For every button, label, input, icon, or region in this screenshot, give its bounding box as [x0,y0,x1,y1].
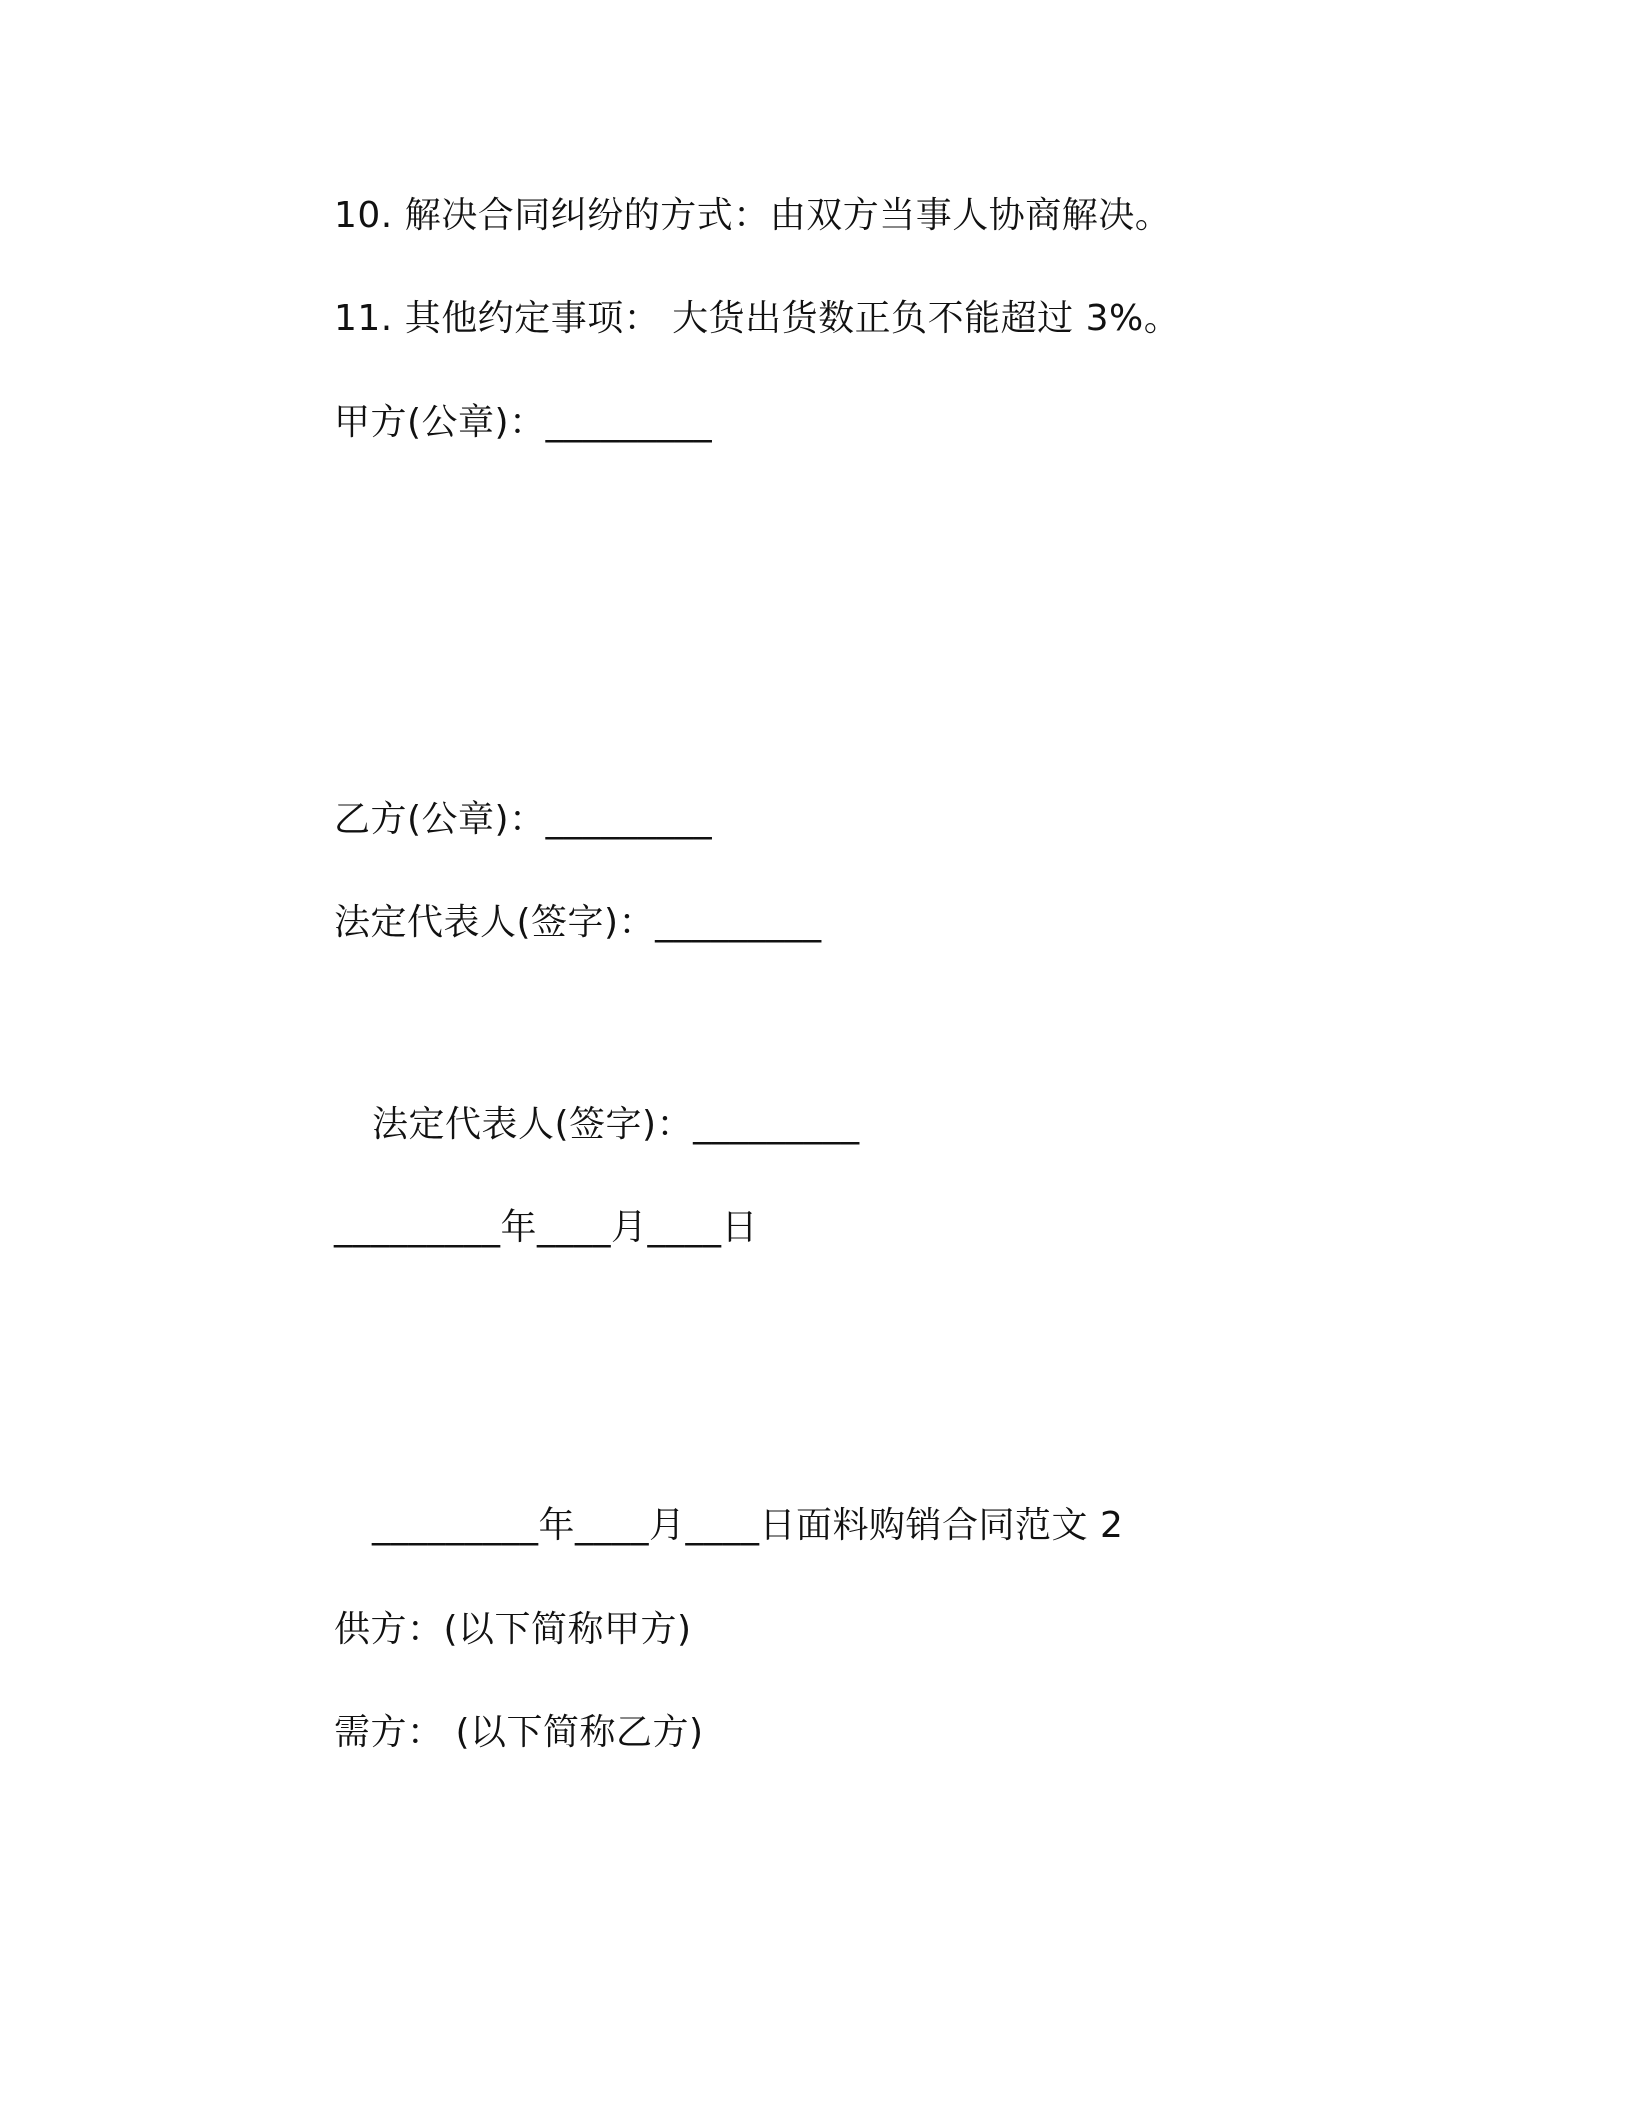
legal-representative-signature-line-2: 法定代表人(签字)：_________ [372,1104,860,1145]
clause-10-dispute-resolution: 10. 解决合同纠纷的方式：由双方当事人协商解决。 [334,195,1172,236]
clause-11-other-terms: 11. 其他约定事项： 大货出货数正负不能超过 3%。 [334,298,1181,339]
date-line: _________年____月____日 [334,1207,758,1248]
date-and-sample-title-line: _________年____月____日面料购销合同范文 2 [372,1505,1124,1546]
supplier-line: 供方：(以下简称甲方) [334,1609,692,1650]
party-b-seal-line: 乙方(公章)：_________ [334,799,713,840]
party-a-seal-line: 甲方(公章)：_________ [334,402,713,443]
legal-representative-signature-line-1: 法定代表人(签字)：_________ [334,902,822,943]
buyer-line: 需方： (以下简称乙方) [334,1712,704,1753]
